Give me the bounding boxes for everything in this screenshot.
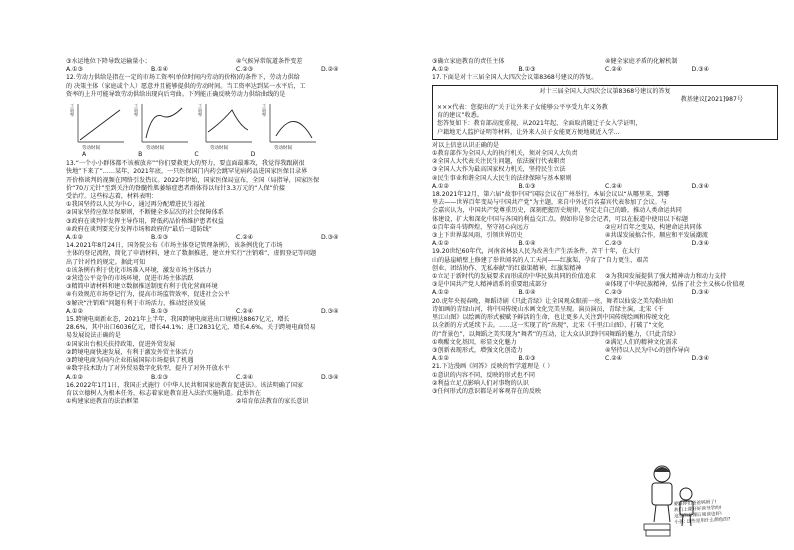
choice: C.②③ — [236, 66, 254, 74]
question-text: 17.下面是对十三届全国人大四次会议第8368号建议的答复。 — [432, 74, 598, 82]
question-15 — [66, 316, 406, 382]
question-text: 出了针对性的规定。据此可知 — [66, 258, 146, 266]
question-text: 对以上信息认识正确的是 — [432, 141, 500, 149]
option: ④坚持以人民为中心的创作导向 — [605, 346, 690, 354]
question-20 — [432, 298, 778, 364]
option: ①意识的内容不同，反映的形式也不同 — [432, 371, 535, 379]
x-axis-label: 劳动时间 — [274, 146, 292, 152]
reply-box — [432, 85, 778, 140]
choice: D.③④ — [691, 289, 710, 297]
choice: D.③④ — [691, 182, 710, 190]
option: ①该条例有利于优化市场准入环境，激发市场主体活力 — [66, 266, 212, 274]
choice: B.①④ — [518, 289, 536, 297]
option: ④有效规范市场登记行为，提高市场监管效率，促进社会公平 — [66, 291, 230, 299]
box-text: 育的建议”收悉。 — [437, 112, 483, 120]
x-axis-label: 劳动时间 — [82, 146, 100, 152]
caption-line: 要跟你们爸爸妈妈了! — [673, 500, 717, 508]
question-text: 资率的上升可能导致劳动供给出现向后弯曲。下列能正确反映劳动力供给曲线的是 — [66, 90, 286, 98]
question-text: 会嘉宾认为，中国共产党尊重历史，深刻把握历史规律，坚定走自己的路，推动人类命运共同 — [432, 207, 682, 215]
choices — [432, 183, 778, 191]
option: ②应对百年之变局，构建命运共同体 — [605, 223, 702, 231]
option: ①百年奋斗铸辉煌，坚守初心向远方 — [432, 223, 529, 231]
option: ③跨境电商为国内企业拓展国际市场提供了机遇 — [66, 357, 194, 365]
choice: C.②④ — [236, 307, 254, 315]
question-text: 21.下边漫画《问答》反映的哲学道理是（ ） — [432, 363, 554, 371]
choices — [66, 308, 406, 316]
choice: D.③④ — [321, 234, 339, 242]
options-row — [432, 281, 778, 289]
box-subtitle: 教基建议[2021]987号 — [680, 95, 743, 103]
curve-line — [208, 110, 248, 132]
choice: C.②④ — [236, 234, 254, 242]
question-text: 12.劳动力供给是指在一定的市场工资率(单位时间内劳动的价格)的条件下，劳动力供给 — [66, 74, 300, 82]
question-16 — [66, 382, 406, 407]
question-text: 以全新的方式延续下去。……这一实现了的“出现”，北宋《千里江山图》，打破了“文化 — [432, 322, 664, 330]
question-12 — [66, 74, 406, 159]
option: ②跨境电商快速发展，有利于激发外贸主体活力 — [66, 348, 194, 356]
question-text: 价“70万元针”至到关注的脊髓性肌萎缩症患者群体得以每针3.3万元的“人保”价接 — [66, 184, 285, 192]
question-text: 28.6%，其中出口6036亿元，增长44.1%；进口2831亿元，增长4.6%。关于跨境电商贸易 — [66, 324, 316, 332]
chart-c — [198, 102, 254, 152]
question-text: 山的悬崖峭壁上修建了举世闻名的人工天河——红旗渠，孕育了“自力更生、艰苦 — [432, 256, 649, 264]
options-row — [432, 339, 778, 347]
choice: B.①③ — [151, 373, 169, 381]
question-14 — [66, 242, 406, 316]
option: ①国家出台相关扶持政策，促进外贸发展 — [66, 340, 176, 348]
question-text: 诗如画的青绿山河，将中国传统山水画文化完美呈现。演员演员，青绿主演，北宋《千 — [432, 305, 664, 313]
right-top-options — [432, 58, 778, 66]
choices — [66, 374, 406, 382]
question-text: 育以立德树人为根本任务，标志着家庭教育进入法治实施轨道。此举旨在 — [66, 389, 261, 397]
supply-curve-charts — [70, 102, 406, 152]
choice: A.①② — [66, 307, 83, 315]
option: ④数字技术助力了对外贸易数字化转型，提升了对外开放水平 — [66, 365, 230, 373]
question-text: 13.“一个小小群体都不该被放弃”“你们要救更大的努力，要直面最难攻，我觉得我跟剧很 — [66, 160, 305, 168]
curve-line — [80, 110, 120, 140]
options-row — [432, 347, 778, 355]
option: ②为我国发展提供了强大精神动力和动力支持 — [605, 273, 727, 281]
choice: A.①② — [66, 234, 83, 242]
left-top-options — [66, 58, 406, 66]
choice: B.①③ — [151, 307, 169, 315]
question-text: 的“背景色”，以舞蹈之美实现为“舞者”的互动，让大众认识到中国舞蹈的魅力，《只此青绿》 — [432, 330, 680, 338]
cartoon-caption — [673, 498, 764, 527]
choice: A.①② — [432, 240, 449, 248]
option: ①立足于新时代的发展要求而形成的中华民族共同的价值追求 — [432, 273, 596, 281]
box-title: 对十三届全国人大四次会议第8368号建议的答复 — [539, 87, 671, 95]
choice: C.②④ — [605, 66, 623, 74]
question-17 — [432, 74, 778, 191]
choice: C.②④ — [605, 182, 623, 190]
chart-letter: C — [194, 151, 199, 159]
option: ④体现了中华民族精神，弘扬了社会主义核心价值观 — [605, 281, 745, 289]
choice: B.①④ — [518, 240, 536, 248]
question-text: 快地”下来了”……某年，2021年底，一只医保国门内药会跳罕见病药品进国家医保目录界 — [66, 168, 308, 176]
choice: D.②④ — [321, 66, 339, 74]
choice: A.①② — [432, 66, 449, 74]
curve-line — [276, 121, 312, 138]
option: ③任何形式的意识都是对客观存在的反映 — [432, 387, 542, 395]
option: ④政府在谈判要充分发挥市场和政府的“最后一道防线” — [66, 225, 212, 233]
option: ③水运地位下降导致运输量小； — [66, 58, 151, 65]
question-21 — [432, 363, 778, 396]
choice: D.③④ — [321, 373, 339, 381]
x-axis-label: 劳动时间 — [210, 146, 228, 152]
choice: D.③④ — [691, 240, 710, 248]
chart-letter: B — [138, 151, 143, 159]
question-text: 15.跨境电商新业态，2021年上半年，我国跨境电商进出口规模达8867亿元，增长 — [66, 316, 290, 324]
y-axis-label: 工资率 — [262, 103, 267, 118]
chart-letter: D — [250, 151, 256, 159]
y-axis-label: 工资率 — [70, 103, 75, 118]
box-text: ×××代表：您提出的“关于让外来子女能够公平享受九年义务教 — [437, 104, 608, 112]
choices — [432, 289, 778, 297]
choice: C.②③ — [605, 289, 623, 297]
options-row — [432, 224, 778, 232]
curve-line — [146, 108, 182, 138]
choice: B.①④ — [151, 66, 169, 74]
question-text: 体建设，扩大和深化中国与各国的利益交汇点。假如你是参会记者，可以在报道中使用以下标题 — [432, 215, 688, 223]
option: ④健全家庭矛盾的化解机制 — [605, 58, 678, 65]
option: ②培育依法教育的家长意识 — [236, 398, 309, 406]
question-text: 16.2022年1月1日，我国正式施行《中华人民共和国家庭教育促进法》。该法明确了国家 — [66, 381, 304, 389]
x-axis-label: 劳动时间 — [146, 146, 164, 152]
option: ①教育部作为全国人大的执行机关，须对全国人大负责 — [432, 150, 578, 158]
left-column — [66, 58, 406, 406]
option: ③上下世界谋风雨，引领世界历史 — [432, 232, 523, 240]
right-column — [432, 58, 778, 396]
question-13 — [66, 160, 406, 242]
chart-letter: A — [82, 151, 87, 159]
choice: A.①② — [66, 373, 83, 381]
choice: D.③④ — [691, 66, 710, 74]
question-text: 里去——世界百年变局与中国共产党”为主题，来自中外近百名嘉宾代表参加了会议。与 — [432, 199, 667, 207]
chart-a — [70, 102, 126, 152]
options-row — [432, 232, 778, 240]
chart-letters — [82, 151, 406, 159]
option: ③政府在谈判中发挥主导作用，降低药品价格维护患者权益 — [66, 217, 224, 225]
box-text: 您答复如下：教育部高度重视，从2021年起，全面取消随迁子女入学证明， — [437, 120, 642, 128]
question-text: 18.2021年12月，第六届“故事中国”国际会议在广州举行。本届会议以“从哪里来，到哪 — [432, 191, 670, 199]
chart-d — [262, 102, 318, 152]
choice: C.②③ — [605, 240, 623, 248]
caption-line: 这里的是课后阅读也好! — [674, 511, 723, 520]
question-text: 19.20世纪60年代，河南省林县人民为改善生产生活条件，苦干十年，在太行 — [432, 248, 641, 256]
option: ①我国坚持以人民为中心，通过再分配增进民生福祉 — [66, 201, 206, 209]
choice: B.①③ — [151, 234, 169, 242]
option: ②国家坚持应保尽保原则，不断健全多层次的社会保障体系 — [66, 209, 224, 217]
option: ②全国人大代表关注民生问题，依法履行代表职责 — [432, 158, 566, 166]
choice: B.①③ — [518, 182, 536, 190]
options-row — [66, 398, 406, 406]
choice: A.①② — [432, 355, 449, 363]
caption-line: 小孩: 这些是用什么颜色的? — [674, 517, 731, 526]
option: ①构建家庭教育的法治框架 — [66, 398, 139, 406]
y-axis-label: 工资率 — [134, 103, 139, 118]
option: ②营造公平竞争的市场环境，促进市场主体活跃 — [66, 275, 194, 283]
option: ④民生事业和谐全国人大民生的法律保障与基本原则 — [432, 174, 572, 182]
choice: D.③④ — [321, 307, 339, 315]
question-18 — [432, 191, 778, 248]
box-text: 户籍地无人监护证明等材料，让外来人员子女能更方便地就近入学... — [437, 128, 620, 136]
choice: C.②④ — [236, 373, 254, 381]
question-text: 创业、团结协作、无私奉献”的红旗渠精神，红旗渠精神 — [432, 264, 582, 272]
question-text: 主体的登记流程，简化了申请材料，建立了数据推进，建立并实行“注销难”、虚假登记等问题 — [66, 250, 317, 258]
option: ⑤解决“注销难”问题有利于市场活力，推动经济发展 — [66, 299, 206, 307]
option: ①唤醒文化基因，彰显文化魅力 — [432, 338, 517, 346]
choice: A.①② — [432, 182, 449, 190]
question-text: 易发展说法正确的是 — [66, 332, 121, 340]
question-19 — [432, 248, 778, 297]
choice: A.①② — [432, 289, 449, 297]
option: ④气候异常航道条件变差 — [236, 58, 303, 65]
option: ③全国人大作为最高国家权力机关，坚持民生立法 — [432, 166, 566, 174]
option: ③是中国共产党人精神谱系的重要组成部分 — [432, 281, 548, 289]
choice: B.①③ — [518, 66, 536, 74]
choice: B.①③ — [518, 355, 536, 363]
choice: D.③④ — [691, 355, 710, 363]
question-text: 受治疗。这些标志着，材料表明： — [66, 193, 158, 201]
question-text: 的 决策主体（家庭或个人）愿意并且能够提供的劳动时间。当工资率达到某一水平后，工 — [66, 82, 306, 90]
option: ④共谋发展搞合作，顺应和平发展潮流 — [605, 232, 708, 240]
question-text: 开价格谈判的视频在网络引发热议。2022年伊始，国家医保局宣布，全国（局指导，国家医保 — [66, 176, 320, 184]
chart-b — [134, 102, 190, 152]
option: ②满足人们的精神文化需求 — [605, 338, 678, 346]
option: ③创新表现形式，增强文化创造力 — [432, 346, 523, 354]
choice: A.①③ — [66, 66, 83, 74]
option: ③精简申请材料和建立数据推送制度有利于优化营商环境 — [66, 283, 218, 291]
option: ②利益立足点影响人们对事物的认识 — [432, 379, 529, 387]
option: ③确立家庭教育的责任主体 — [432, 58, 505, 65]
y-axis-label: 工资率 — [198, 103, 203, 118]
question-text: 14.2021年8月24日，国务院公布《市场主体登记管理条例》，该条例优化了市场 — [66, 242, 283, 250]
choice: C.②④ — [605, 355, 623, 363]
question-text: 20.虎年央视春晚，舞蹈诗剧《只此青绿》让全国观众眼前一亮，舞者以仙姿之美勾勒出如 — [432, 297, 674, 305]
question-text: 里江山图》以绘画的形式被赋予鲜活的生命，也让更多人关注到中国传统绘画和传统文化 — [432, 314, 670, 322]
caption-line: 我们上课好好读书学的! — [673, 505, 722, 514]
